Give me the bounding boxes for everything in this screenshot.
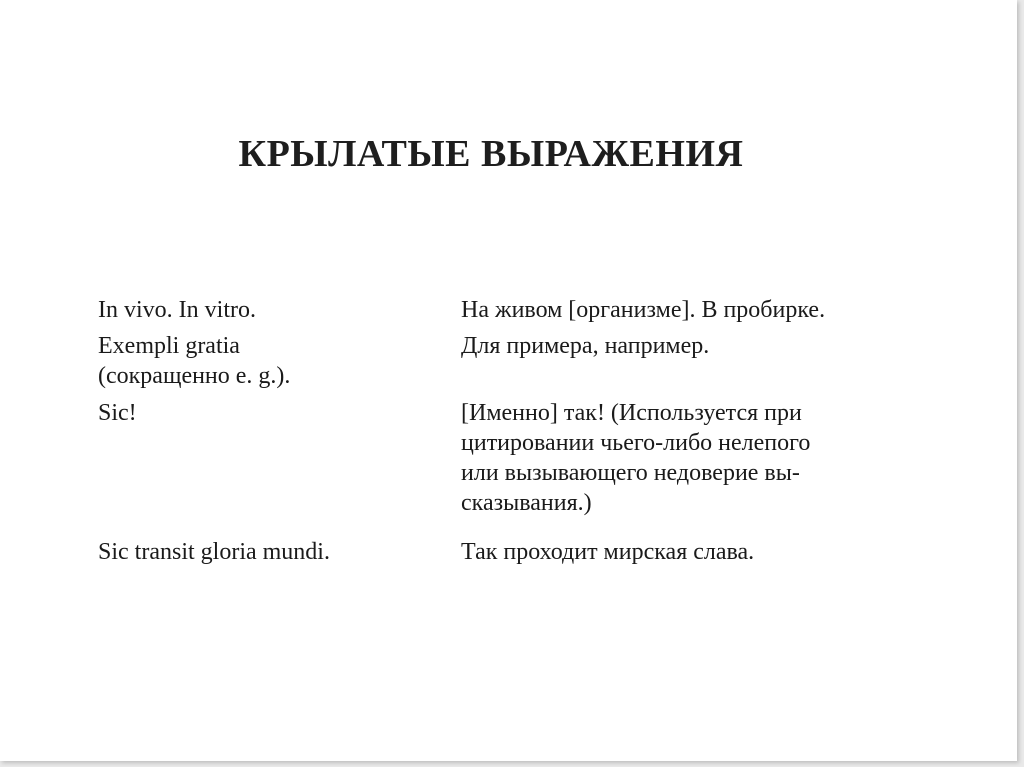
russian-translation: На живом [организме]. В пробирке. xyxy=(461,297,826,323)
latin-phrase: Exempli gratia (сокращенно е. g.). xyxy=(98,333,291,389)
latin-phrase: Sic! xyxy=(98,400,137,426)
latin-phrase: In vivo. In vitro. xyxy=(98,297,256,323)
russian-translation: [Именно] так! (Используется при цитировании чьего-либо нелепого или вызывающего недоверие вы- сказывания.) xyxy=(461,400,811,516)
russian-translation: Так проходит мирская слава. xyxy=(461,539,755,565)
russian-translation: Для примера, например. xyxy=(461,333,710,359)
latin-phrase: Sic transit gloria mundi. xyxy=(98,539,330,565)
slide-title: КРЫЛАТЫЕ ВЫРАЖЕНИЯ xyxy=(238,133,744,175)
